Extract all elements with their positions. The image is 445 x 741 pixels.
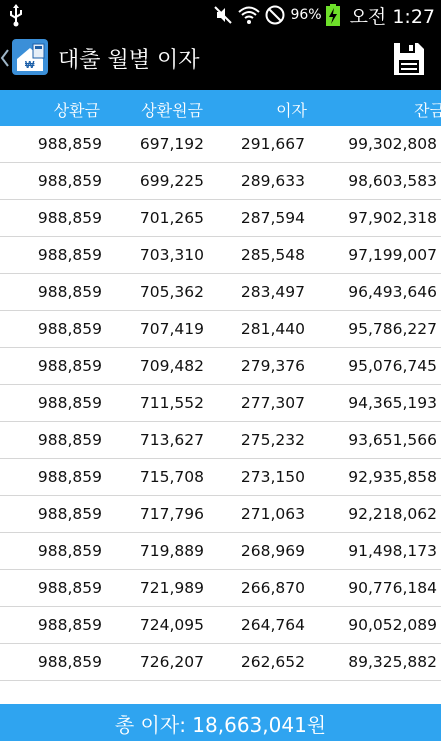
cell-principal: 726,207: [139, 653, 204, 671]
cell-balance: 93,651,566: [348, 431, 437, 449]
cell-balance: 99,302,808: [348, 135, 437, 153]
cell-principal: 701,265: [139, 209, 204, 227]
table-row: [0, 385, 441, 422]
cell-principal: 709,482: [139, 357, 204, 375]
status-clock: 오전 1:27: [349, 5, 435, 28]
table-row: [0, 496, 441, 533]
table-row: [0, 126, 441, 163]
cell-repayment: 988,859: [37, 468, 102, 486]
table-row: [0, 274, 441, 311]
cell-interest: 287,594: [240, 209, 305, 227]
cell-principal: 713,627: [139, 431, 204, 449]
cell-balance: 92,935,858: [348, 468, 437, 486]
cell-interest: 281,440: [240, 320, 305, 338]
blocked-icon: [264, 4, 286, 26]
status-bar: [0, 0, 441, 30]
cell-repayment: 988,859: [37, 394, 102, 412]
cell-principal: 717,796: [139, 505, 204, 523]
table-row: [0, 459, 441, 496]
cell-balance: 96,493,646: [348, 283, 437, 301]
cell-interest: 262,652: [240, 653, 305, 671]
cell-repayment: 988,859: [37, 320, 102, 338]
table-row: [0, 422, 441, 459]
cell-interest: 283,497: [240, 283, 305, 301]
table-row: [0, 311, 441, 348]
cell-interest: 273,150: [240, 468, 305, 486]
cell-interest: 266,870: [240, 579, 305, 597]
cell-repayment: 988,859: [37, 505, 102, 523]
cell-interest: 268,969: [240, 542, 305, 560]
cell-repayment: 988,859: [37, 357, 102, 375]
cell-principal: 699,225: [139, 172, 204, 190]
cell-balance: 95,786,227: [348, 320, 437, 338]
cell-balance: 91,498,173: [348, 542, 437, 560]
wifi-icon: [238, 5, 260, 25]
cell-balance: 95,076,745: [348, 357, 437, 375]
back-chevron-icon[interactable]: [0, 48, 10, 68]
total-interest-label: 총 이자: 18,663,041원: [114, 713, 327, 737]
cell-repayment: 988,859: [37, 542, 102, 560]
header-principal: 상환원금: [141, 101, 203, 120]
cell-repayment: 988,859: [37, 579, 102, 597]
page-title: 대출 월별 이자: [58, 48, 200, 73]
cell-principal: 707,419: [139, 320, 204, 338]
cell-interest: 264,764: [240, 616, 305, 634]
cell-repayment: 988,859: [37, 172, 102, 190]
cell-balance: 90,776,184: [348, 579, 437, 597]
cell-principal: 719,889: [139, 542, 204, 560]
cell-repayment: 988,859: [37, 283, 102, 301]
cell-repayment: 988,859: [37, 653, 102, 671]
app-bar: [0, 30, 441, 90]
cell-repayment: 988,859: [37, 135, 102, 153]
table-header: [0, 90, 445, 126]
table-row: [0, 200, 441, 237]
table-row: [0, 348, 441, 385]
usb-icon: [8, 3, 24, 27]
cell-principal: 703,310: [139, 246, 204, 264]
table-row: [0, 607, 441, 644]
cell-repayment: 988,859: [37, 209, 102, 227]
cell-balance: 98,603,583: [348, 172, 437, 190]
cell-repayment: 988,859: [37, 431, 102, 449]
mute-icon: [212, 4, 234, 26]
cell-balance: 92,218,062: [348, 505, 437, 523]
cell-balance: 97,199,007: [348, 246, 437, 264]
cell-repayment: 988,859: [37, 616, 102, 634]
table-row: [0, 570, 441, 607]
cell-balance: 89,325,882: [348, 653, 437, 671]
header-balance: 잔금: [414, 101, 445, 120]
svg-text:₩: ₩: [25, 60, 35, 71]
cell-balance: 94,365,193: [348, 394, 437, 412]
save-icon[interactable]: [393, 42, 425, 76]
cell-interest: 289,633: [240, 172, 305, 190]
cell-principal: 711,552: [139, 394, 204, 412]
battery-charging-icon: [326, 4, 340, 26]
table-row: [0, 237, 441, 274]
cell-interest: 291,667: [240, 135, 305, 153]
cell-balance: 90,052,089: [348, 616, 437, 634]
header-repayment: 상환금: [53, 101, 100, 120]
cell-principal: 697,192: [139, 135, 204, 153]
table-row: [0, 644, 441, 681]
cell-principal: 724,095: [139, 616, 204, 634]
header-interest: 이자: [276, 101, 307, 120]
cell-interest: 271,063: [240, 505, 305, 523]
table-row: [0, 533, 441, 570]
table-row: [0, 163, 441, 200]
cell-principal: 715,708: [139, 468, 204, 486]
cell-balance: 97,902,318: [348, 209, 437, 227]
cell-repayment: 988,859: [37, 246, 102, 264]
battery-percent: 96%: [290, 7, 322, 23]
cell-interest: 285,548: [240, 246, 305, 264]
table-body[interactable]: [0, 126, 441, 704]
cell-interest: 279,376: [240, 357, 305, 375]
cell-principal: 705,362: [139, 283, 204, 301]
cell-principal: 721,989: [139, 579, 204, 597]
total-interest-bar: [0, 704, 441, 741]
calculator-app-icon[interactable]: [12, 39, 48, 75]
cell-interest: 277,307: [240, 394, 305, 412]
cell-interest: 275,232: [240, 431, 305, 449]
